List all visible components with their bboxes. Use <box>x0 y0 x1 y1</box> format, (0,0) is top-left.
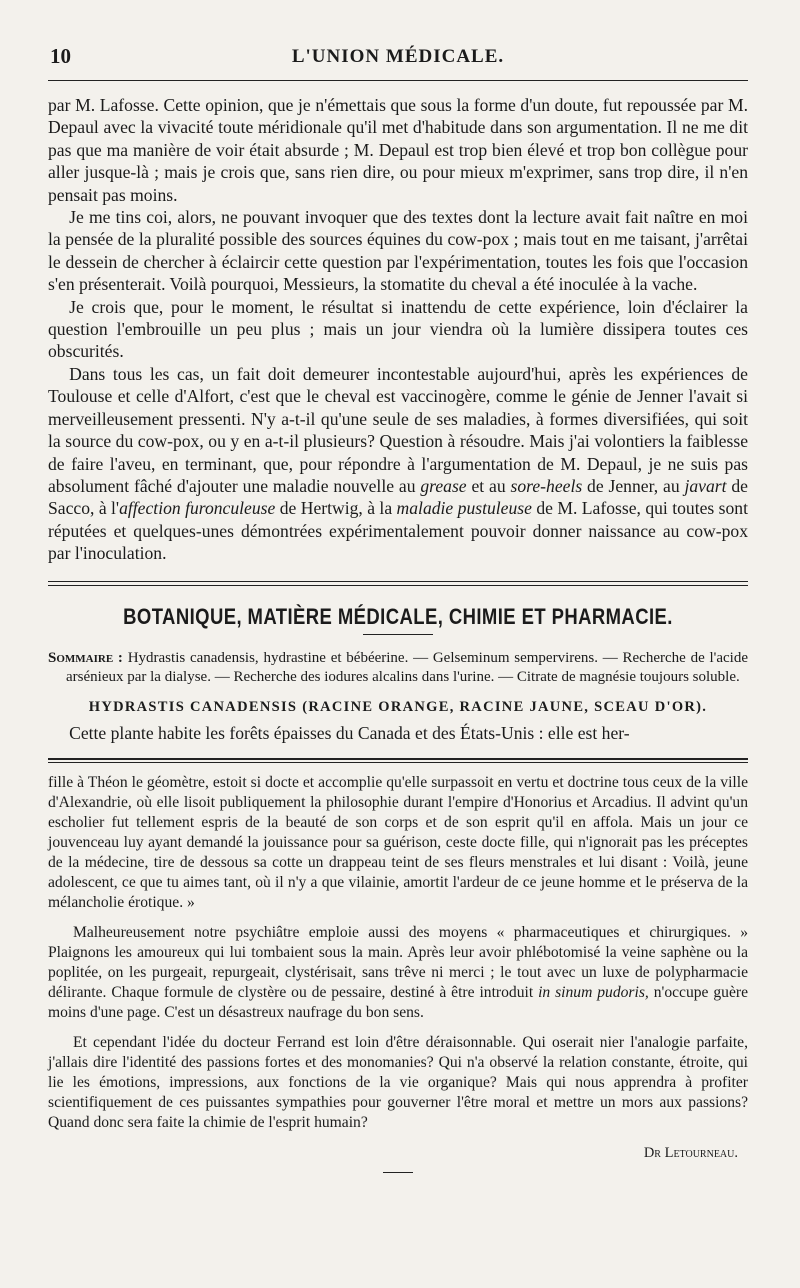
section-summary <box>48 649 748 687</box>
feuilleton-divider <box>48 758 748 763</box>
closing-paragraph: Dans tous les cas, un fait doit demeurer incontestable aujourd'hui, après les expériences de Toulouse et celle d'Alfort, c'est que le cheval est vaccinogère, comme le génie de Jenner l'avait si merveilleusement pressenti. N'y a-t-il qu'une seule de ses maladies, à formes diversifiées, qui soit la source du cow-pox, ou y en a-t-il plusieurs? Question à résoudre. Mais j'ai volontiers la faiblesse de faire l'aveu, en terminant, que, pour répondre à l'argumentation de M. Depaul, je ne suis pas absolument fâché d'ajouter une maladie nouvelle au grease et au sore-heels de Jenner, au javart de Sacco, à l'affection furonculeuse de Hertwig, à la maladie pustuleuse de M. Lafosse, qui toutes sont réputées et quelques-unes démontrées expérimentalement pouvoir donner naissance au cow-pox par l'inoculation. <box>48 363 748 564</box>
paragraph: Je me tins coi, alors, ne pouvant invoquer que des textes dont la lecture avait fait naître en moi la pensée de la pluralité possible des sources équines du cow-pox ; mais tout en me taisant, j'arrêtai le dessein de chercher à éclaircir cette question par l'expérimentation, toutes les fois que l'occasion s'en présenterait. Voilà pourquoi, Messieurs, la stomatite du cheval a été inoculée à la vache. <box>48 207 748 295</box>
summary-text: Hydrastis canadensis, hydrastine et bébéerine. — Gelseminum sempervirens. — Recherche de l'acide arsénieux par la dialyse. — Recherche des iodures alcalins dans l'urine. — Citrate de magnésie toujours soluble. <box>66 649 749 685</box>
italic-term: grease <box>420 475 467 496</box>
italic-term: javart <box>684 475 727 496</box>
header-rule <box>48 80 748 81</box>
feuilleton <box>48 773 748 1173</box>
italic-phrase: in sinum pudoris, <box>538 983 649 1001</box>
summary-label: Sommaire : <box>48 649 123 666</box>
title-rule <box>363 634 433 635</box>
italic-term: affection furonculeuse <box>119 498 276 519</box>
italic-term: sore-heels <box>510 475 583 496</box>
feuilleton-paragraph: Malheureusement notre psychiâtre emploie aussi des moyens « pharmaceutiques et chirurgiques. » Plaignons les amoureux qui lui tombaient sous la main. Après leur avoir phlébotomisé la veine saphène ou la poplitée, on les purgeait, repurgeait, clystérisait, sans trêve ni merci ; le tout avec un luxe de polypharmacie délirante. Chaque formule de clystère ou de pessaire, destiné à être introduit in sinum pudoris, n'occupe guère moins d'une page. C'est un désastreux naufrage du bon sens. <box>48 923 749 1021</box>
feuilleton-paragraph: Et cependant l'idée du docteur Ferrand est loin d'être déraisonnable. Qui oserait nier l'analogie parfaite, j'allais dire l'identité des passions fortes et des monomanies? Qui n'a observé la relation constante, étroite, qui lie les émotions, impressions, aux fonctions de la vie organique? Mais qui nous apprendra à profiter scientifiquement de ces puissantes sympathies pour gouverner l'être moral et mettre un mors aux passions? Quand donc sera faite la chimie de l'esprit humain? <box>48 1033 748 1131</box>
italic-term: maladie pustuleuse <box>396 498 532 519</box>
author-signature: Dr Letourneau. <box>643 1144 738 1161</box>
section-title: BOTANIQUE, MATIÈRE MÉDICALE, CHIMIE ET PHARMACIE. <box>123 603 673 629</box>
subheading: HYDRASTIS CANADENSIS (RACINE ORANGE, RACINE JAUNE, SCEAU D'OR). <box>88 698 708 715</box>
paragraph: par M. Lafosse. Cette opinion, que je n'émettais que sous la forme d'un doute, fut repoussée par M. Depaul avec la vivacité toute méridionale qu'il met d'habitude dans son argumentation. Il ne me dit pas que ma manière de voir était absurde ; M. Depaul est trop bien élevé et trop bon collègue pour aller jusque-là ; mais je crois que, sans rien dire, ou pour mieux m'exprimer, sans trop dire, il n'en pensait pas moins. <box>48 95 748 205</box>
feuilleton-paragraph: fille à Théon le géomètre, estoit si docte et accomplie qu'elle surpassoit en vertu et doctrine tous ceux de la ville d'Alexandrie, où elle lisoit publiquement la philosophie durant l'empire d'Honorius et Arcadius. Il advint qu'un escholier fut tellement espris de la beauté de son corps et de son esprit qu'il en affola. Mais un jour ce jouvenceau luy ayant demandé la jouissance pour sa guérison, ceste docte fille, qui n'ignorait pas les préceptes de la médecine, tire de dessous sa cotte un drappeau teint de ses fleurs menstrales et lui disant : Voilà, jeune adolescent, ce que tu aimes tant, où il n'y a que vilainie, amortit l'ardeur de ce jeune homme et le préserva de la mélancholie érotique. » <box>48 773 748 911</box>
article-continuation <box>48 94 748 565</box>
end-rule <box>383 1172 413 1173</box>
paragraph: Je crois que, pour le moment, le résultat si inattendu de cette expérience, loin d'éclairer la question l'embrouille un peu plus ; mais un jour viendra où la lumière dissipera toutes ces obscurités. <box>48 296 748 362</box>
page-number: 10 <box>50 44 71 68</box>
section-divider <box>48 581 748 586</box>
opening-line: Cette plante habite les forêts épaisses du Canada et des États-Unis : elle est her- <box>69 722 630 743</box>
running-head <box>48 0 748 72</box>
journal-title: L'UNION MÉDICALE. <box>291 46 505 67</box>
